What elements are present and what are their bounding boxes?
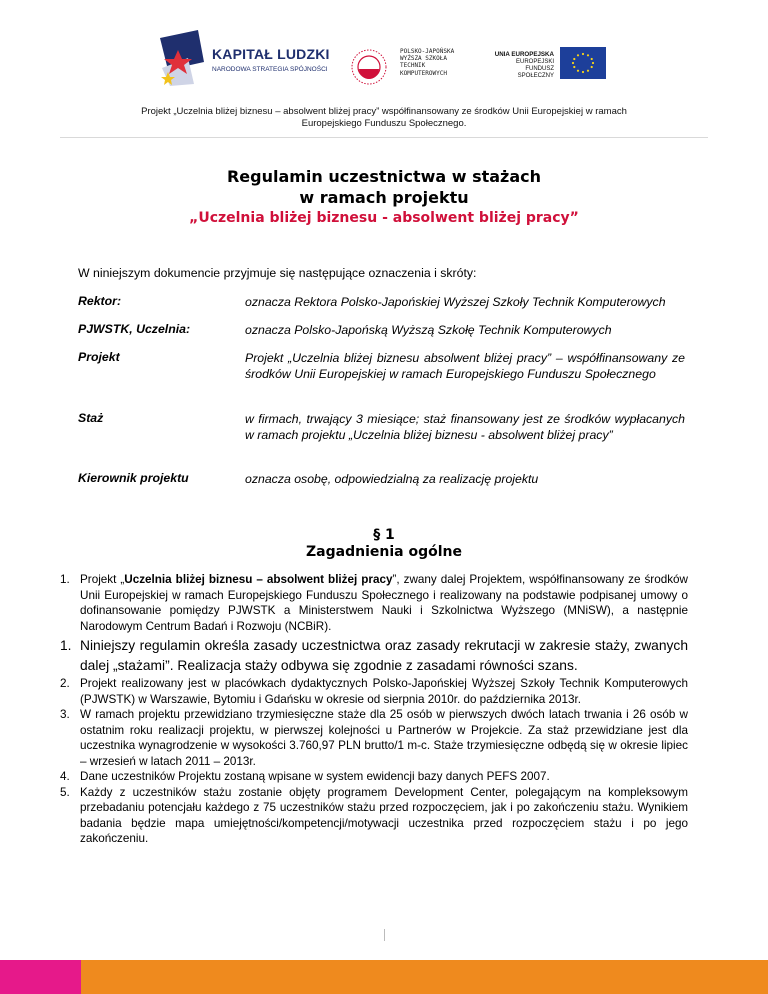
item-text: Projekt realizowany jest w placówkach dydaktycznych Polsko-Japońskiej Wyższej Szkoły Technik Komputerowych (PJWSTK) w Warszawie, Bytomiu i Gdańsku w okresie od sierpnia 2010r. do października 2013r. (80, 677, 688, 706)
footer-bar-orange (81, 960, 768, 994)
definition-text: oznacza Rektora Polsko-Japońskiej Wyższej Szkoły Technik Komputerowych (245, 295, 666, 309)
eu-flag-icon (560, 47, 606, 79)
item-text: Dane uczestników Projektu zostaną wpisane w system ewidencji bazy danych PEFS 2007. (80, 770, 550, 783)
kapital-ludzki-emblem-icon (158, 28, 210, 88)
eu-logo-line1: UNIA EUROPEJSKA (494, 51, 554, 58)
definition-term: Kierownik projektu (78, 471, 189, 485)
list-item (60, 785, 688, 847)
project-note-line1: Projekt „Uczelnia bliżej biznesu – absolwent bliżej pracy” współfinansowany ze środków Unii Europejskiej w ramach (141, 106, 627, 117)
section-title: Zagadnienia ogólne (306, 544, 462, 560)
eu-logo (482, 47, 612, 92)
list-item (60, 769, 688, 785)
document-title (60, 166, 708, 208)
section-number: § 1 (373, 527, 395, 543)
item-number: 1. (60, 573, 70, 586)
definition-text: Projekt „Uczelnia bliżej biznesu absolwent bliżej pracy” – współfinansowany ze środków Unii Europejskiej w ramach Europejskiego Funduszu Społecznego (245, 351, 685, 381)
item-text-bold: Uczelnia bliżej biznesu – absolwent bliżej pracy (124, 573, 393, 586)
item-number: 3. (60, 708, 70, 721)
item-number: 1. (60, 638, 72, 653)
list-item (60, 707, 688, 769)
pjwstk-emblem-icon (342, 47, 396, 87)
definition-text: w firmach, trwający 3 miesiące; staż finansowany jest ze środków wypłacanych w ramach projektu „Uczelnia bliżej biznesu - absolwent bliżej pracy” (245, 412, 685, 442)
definition-text: oznacza Polsko-Japońską Wyższą Szkołę Technik Komputerowych (245, 323, 612, 337)
item-number: 4. (60, 770, 70, 783)
section-items-list (60, 572, 688, 847)
kapital-ludzki-logo (158, 28, 328, 88)
definition-term: Rektor: (78, 294, 122, 308)
project-note-line2: Europejskiego Funduszu Społecznego. (301, 118, 467, 129)
pjwstk-logo-text: POLSKO-JAPOŃSKA WYŻSZA SZKOŁA TECHNIK KOMPUTEROWYCH (400, 48, 455, 77)
document-title-line1: Regulamin uczestnictwa w stażach (226, 167, 542, 186)
item-text: W ramach projektu przewidziano trzymiesięczne staże dla 25 osób w pierwszych dwóch latach trwania i 26 osób w ostatnim roku realizacji projektu, w pierwszej kolejności u Partnerów w Projekcie. Za staż przewidziane jest dla uczestnika wynagrodzenie w wysokości 3.760,97 PLN brutto/1 m-c. Staże trzymiesięczne odbędą się w okresie lipiec – wrzesień w latach 2011 – 2013r. (80, 708, 688, 768)
definition-term: Projekt (78, 350, 120, 364)
list-item (60, 636, 688, 676)
definitions-intro: W niniejszym dokumencie przyjmuje się następujące oznaczenia i skróty: (78, 266, 477, 280)
definition-text: oznacza osobę, odpowiedzialną za realizację projektu (245, 472, 539, 486)
item-text: Każdy z uczestników stażu zostanie objęty programem Development Center, polegającym na kompleksowym przebadaniu potencjału każdego z 75 uczestników stażu przed rozpoczęciem, jak i po zakończeniu stażu. Wynikiem badania będzie mapa umiejętności/kompetencji/motywacji uczestnika przed rozpoczęciem stażu i po jego zakończeniu. (80, 785, 688, 845)
definition-term: Staż (78, 411, 104, 425)
item-number: 5. (60, 785, 70, 799)
definition-term: PJWSTK, Uczelnia: (78, 322, 191, 336)
footer-bar-pink (0, 960, 81, 994)
document-title-line2: w ramach projektu (299, 188, 469, 207)
header-divider (60, 137, 708, 138)
kapital-ludzki-title: KAPITAŁ LUDZKI (212, 46, 330, 62)
eu-logo-line3: FUNDUSZ SPOŁECZNY (517, 66, 554, 79)
document-subtitle: „Uczelnia bliżej biznesu - absolwent bliżej pracy” (189, 210, 579, 226)
list-item (60, 676, 688, 707)
eu-logo-text (492, 51, 554, 80)
list-item (60, 572, 688, 634)
item-text-post: ”, zwany dalej Projektem, współfinansowany ze środków Unii Europejskiej w ramach Europejskiego Funduszu Społecznego i realizowany na podstawie podpisanej umowy o dofinansowanie pomiędzy PJWSTK a Ministerstwem Nauki i Szkolnictwa Wyższego (MNiSW), a następnie Narodowym Centrum Badań i Rozwoju (NCBiR). (80, 573, 688, 633)
item-text: Niniejszy regulamin określa zasady uczestnictwa oraz zasady rekrutacji w zakresie staży, zwanych dalej „stażami”. Realizacja staży odbywa się zgodnie z zasadami równości szans. (80, 638, 688, 673)
item-number: 2. (60, 677, 70, 690)
pjwstk-logo (342, 47, 472, 87)
kapital-ludzki-subtitle: NARODOWA STRATEGIA SPÓJNOŚCI (212, 66, 328, 73)
text-cursor (384, 929, 385, 941)
item-text-pre: Projekt „ (80, 573, 125, 586)
eu-logo-line2: EUROPEJSKI (515, 59, 554, 65)
project-cofinancing-note (100, 106, 668, 130)
